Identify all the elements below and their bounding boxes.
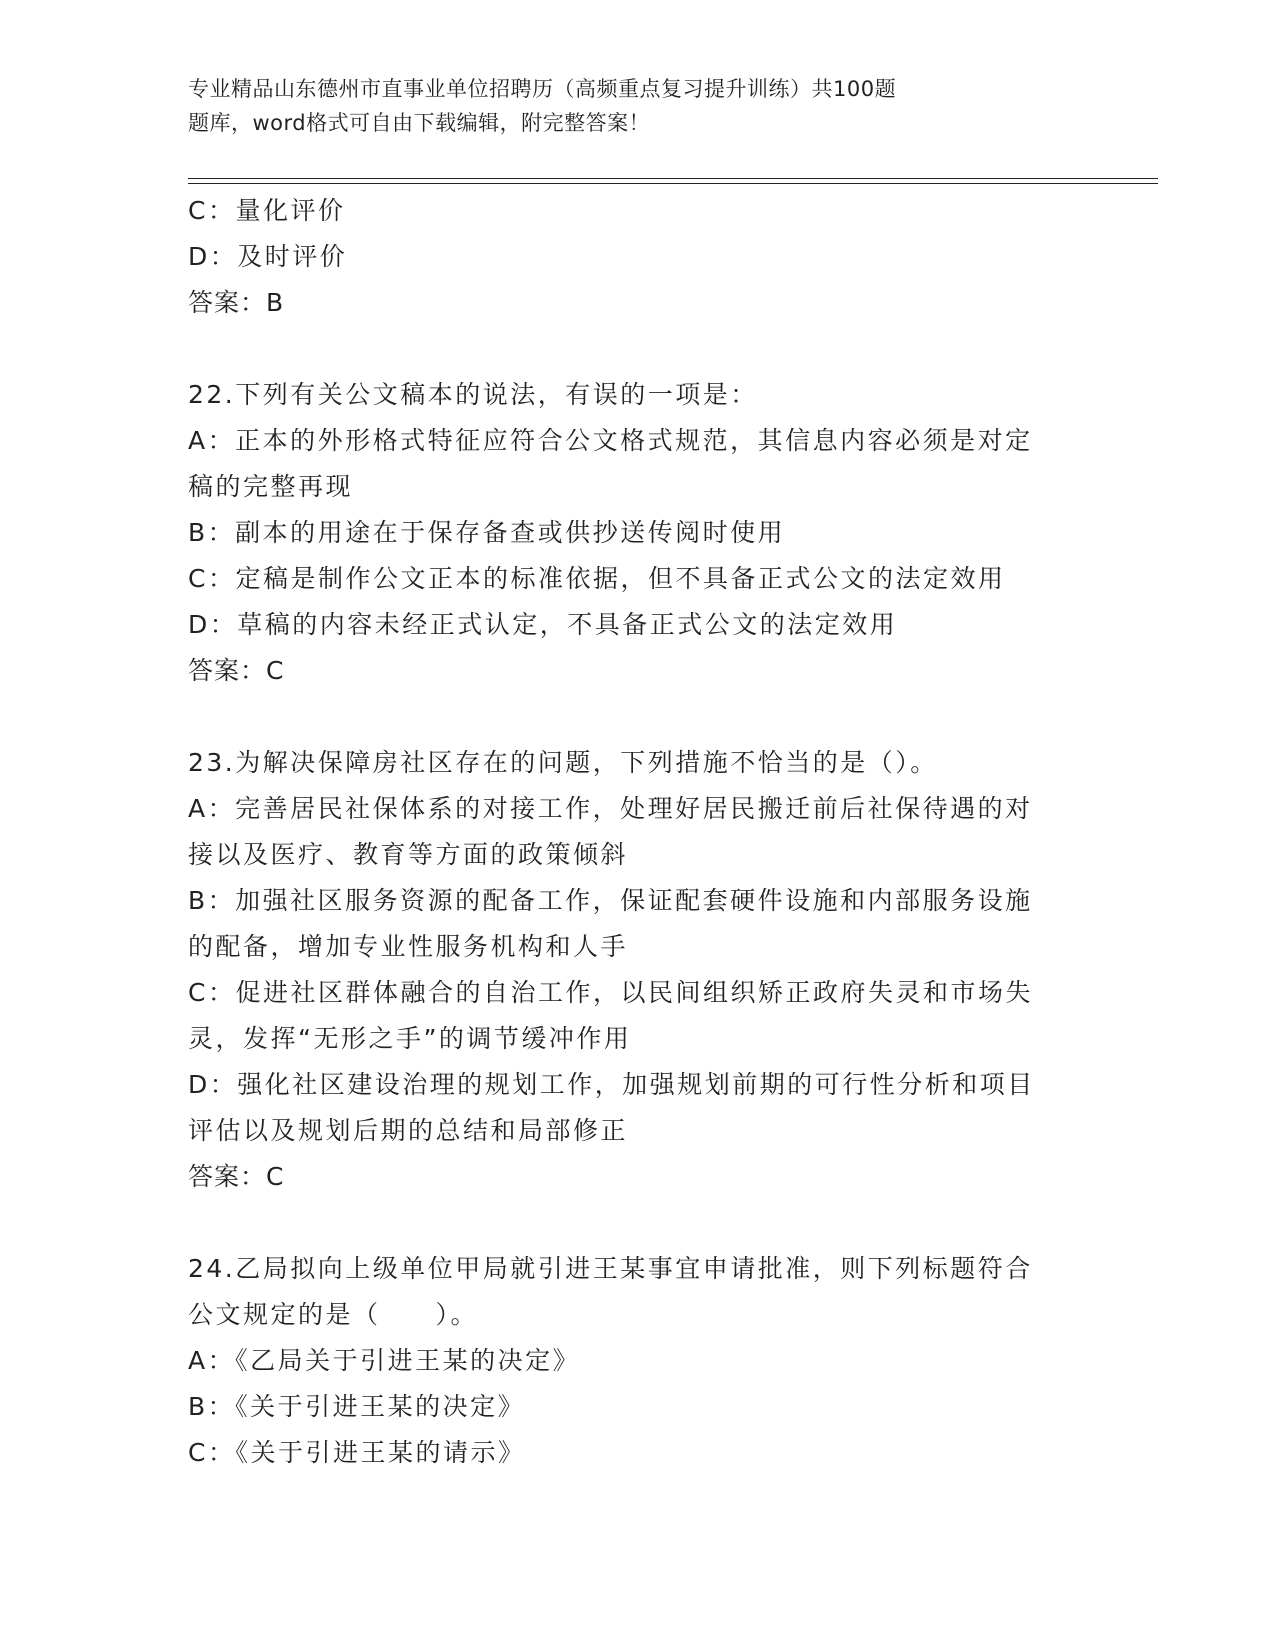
header-line-1: 专业精品山东德州市直事业单位招聘历（高频重点复习提升训练）共100题: [188, 77, 897, 101]
question-stem-continued: 公文规定的是（ ）。: [188, 1300, 479, 1329]
header-divider-top: [188, 178, 1158, 179]
option-a-continued: 稿的完整再现: [188, 472, 354, 501]
option-d-continued: 评估以及规划后期的总结和局部修正: [188, 1116, 629, 1145]
document-header: [188, 72, 1028, 140]
option-c: C：《关于引进王某的请示》: [188, 1438, 526, 1467]
question-24: [188, 1246, 1088, 1476]
option-a-continued: 接以及医疗、教育等方面的政策倾斜: [188, 840, 629, 869]
spacer: [188, 326, 1088, 372]
option-c: C：促进社区群体融合的自治工作，以民间组织矫正政府失灵和市场失: [188, 978, 1033, 1007]
option-c-continued: 灵，发挥“无形之手”的调节缓冲作用: [188, 1024, 632, 1053]
question-stem: 23.为解决保障房社区存在的问题，下列措施不恰当的是（）。: [188, 748, 938, 777]
option-c: C：定稿是制作公文正本的标准依据，但不具备正式公文的法定效用: [188, 564, 1006, 593]
header-line-2: 题库，word格式可自由下载编辑，附完整答案！: [188, 111, 651, 135]
answer-line: 答案：B: [188, 288, 285, 317]
option-d: D：强化社区建设治理的规划工作，加强规划前期的可行性分析和项目: [188, 1070, 1035, 1099]
option-a: A：完善居民社保体系的对接工作，处理好居民搬迁前后社保待遇的对: [188, 794, 1033, 823]
answer-line: 答案：C: [188, 1162, 285, 1191]
question-content: [188, 188, 1088, 1476]
option-b: B：加强社区服务资源的配备工作，保证配套硬件设施和内部服务设施: [188, 886, 1033, 915]
option-d: D：及时评价: [188, 242, 348, 271]
option-d: D：草稿的内容未经正式认定，不具备正式公文的法定效用: [188, 610, 898, 639]
option-a: A：正本的外形格式特征应符合公文格式规范，其信息内容必须是对定: [188, 426, 1033, 455]
option-b-continued: 的配备，增加专业性服务机构和人手: [188, 932, 629, 961]
option-b: B：副本的用途在于保存备查或供抄送传阅时使用: [188, 518, 786, 547]
question-22: [188, 372, 1088, 694]
option-c: C：量化评价: [188, 196, 346, 225]
answer-line: 答案：C: [188, 656, 285, 685]
spacer: [188, 1200, 1088, 1246]
question-stem: 24.乙局拟向上级单位甲局就引进王某事宜申请批准，则下列标题符合: [188, 1254, 1033, 1283]
spacer: [188, 694, 1088, 740]
question-stem: 22.下列有关公文稿本的说法，有误的一项是：: [188, 380, 758, 409]
header-divider-bottom: [188, 183, 1158, 184]
question-23: [188, 740, 1088, 1200]
option-b: B：《关于引进王某的决定》: [188, 1392, 526, 1421]
previous-question-tail: [188, 188, 1088, 326]
option-a: A：《乙局关于引进王某的决定》: [188, 1346, 581, 1375]
